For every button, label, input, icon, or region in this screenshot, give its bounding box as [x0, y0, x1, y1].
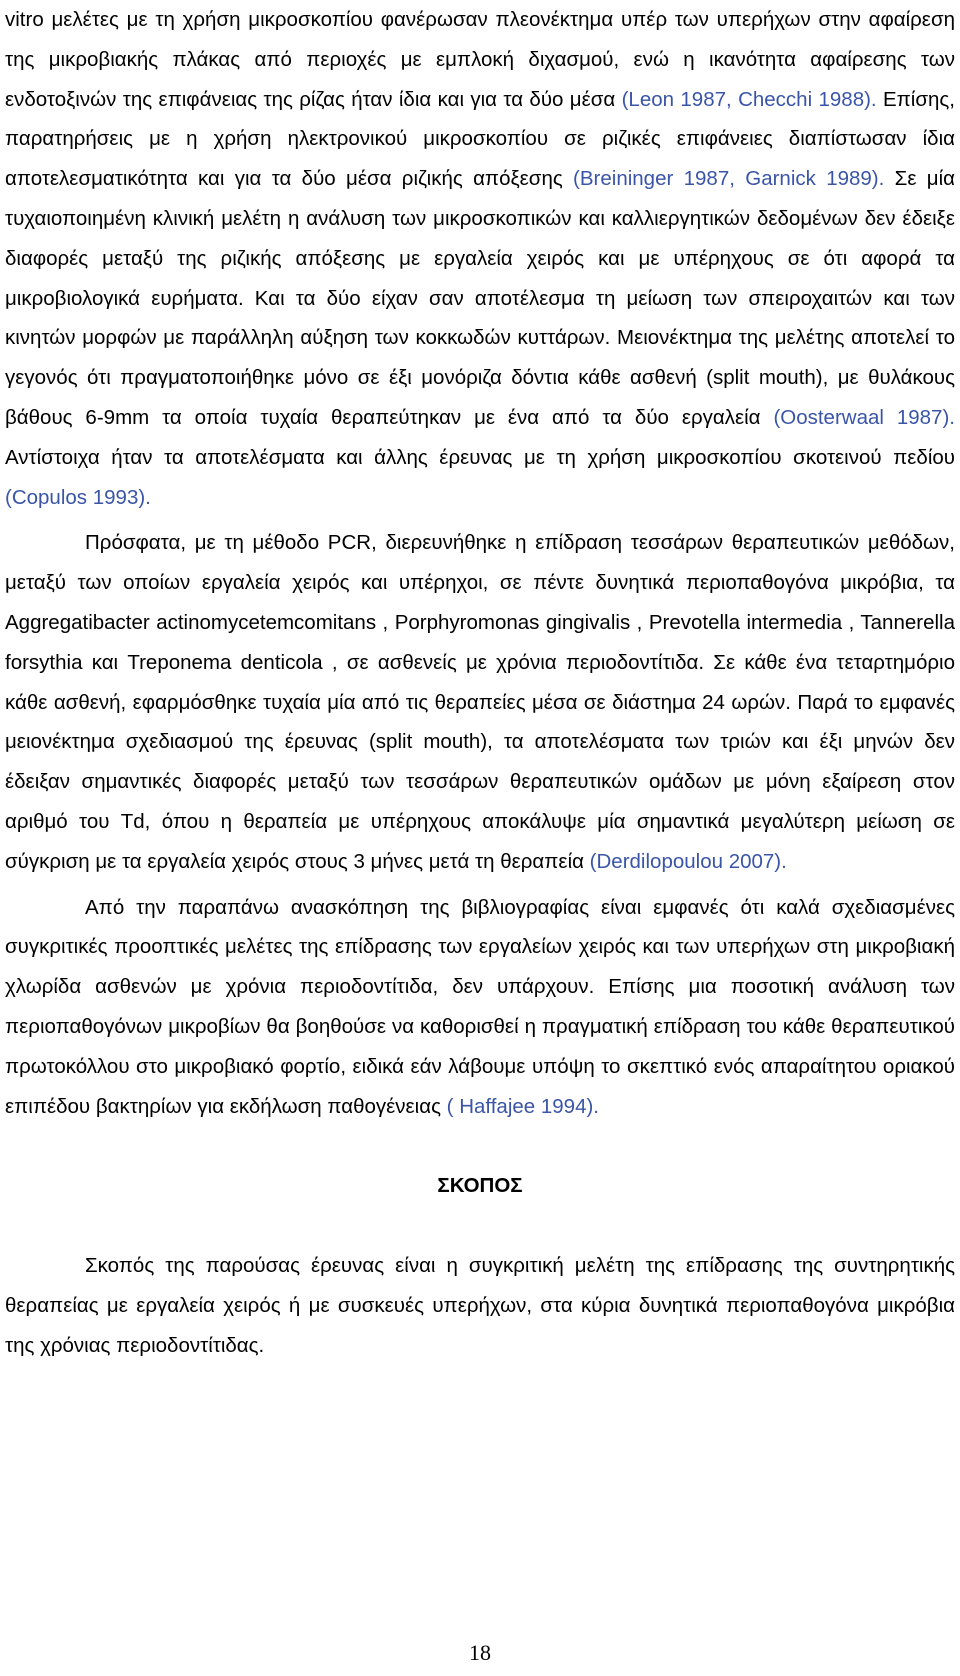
- paragraph-review-conclusion: [5, 888, 955, 1127]
- paragraph-literature-microscopy: [5, 0, 955, 517]
- citation-leon-checchi: (Leon 1987, Checchi 1988).: [621, 87, 877, 111]
- citation-copulos: (Copulos 1993).: [5, 485, 151, 509]
- paragraph-pcr-study: [5, 523, 955, 881]
- citation-oosterwaal: (Oosterwaal 1987).: [773, 405, 955, 429]
- page-number: 18: [469, 1640, 491, 1665]
- paragraph-text: Από την παραπάνω ανασκόπηση της βιβλιογραφίας είναι εμφανές ότι καλά σχεδιασμένες συγκριτικές προοπτικές μελέτες της επίδρασης των εργαλείων χειρός και των υπερήχων στη μικροβιακή χλωρίδα ασθενών με χρόνια περιοδοντίτιδα, δεν υπάρχουν. Επίσης μια ποσοτική ανάλυση των περιοπαθογόνων μικροβίων θα βοηθούσε να καθορισθεί η πραγματική επίδραση του κάθε θεραπευτικού πρωτοκόλλου στο μικροβιακό φορτίο, ειδικά εάν λάβουμε υπόψη το σκεπτικό ενός απαραίτητου οριακού επιπέδου βακτηρίων για εκδήλωση παθογένειας: [5, 895, 955, 1118]
- paragraph-text: Επίσης, παρατηρήσεις με η χρήση ηλεκτρονικού μικροσκοπίου σε ριζικές επιφάνειες διαπίστωσαν ίδια αποτελεσματικότητα και για τα δύο μέσα ριζικής απόξεσης: [5, 87, 955, 191]
- paragraph-text: Αντίστοιχα ήταν τα αποτελέσματα και άλλης έρευνας με τη χρήση μικροσκοπίου σκοτεινού πεδίου: [5, 445, 955, 469]
- paragraph-aim: [5, 1246, 955, 1365]
- document-page: [5, 0, 955, 1366]
- section-heading-aim: ΣΚΟΠΟΣ: [437, 1174, 523, 1198]
- citation-derdilopoulou: (Derdilopoulou 2007).: [589, 849, 787, 873]
- paragraph-text: vitro μελέτες με τη χρήση μικροσκοπίου φανέρωσαν πλεονέκτημα υπέρ των υπερήχων στην αφαίρεση της μικροβιακής πλάκας από περιοχές με εμπλοκή διχασμού, ενώ η ικανότητα αφαίρεσης των ενδοτοξινών της επιφάνειας της ρίζας ήταν ίδια και για τα δύο μέσα: [5, 8, 955, 111]
- citation-haffajee: ( Haffajee 1994).: [446, 1094, 600, 1118]
- paragraph-text: Σκοπός της παρούσας έρευνας είναι η συγκριτική μελέτη της επίδρασης της συντηρητικής θεραπείας με εργαλεία χειρός ή με συσκευές υπερήχων, στα κύρια δυνητικά περιοπαθογόνα μικρόβια της χρόνιας περιοδοντίτιδας.: [5, 1254, 955, 1357]
- paragraph-text: Πρόσφατα, με τη μέθοδο PCR, διερευνήθηκε η επίδραση τεσσάρων θεραπευτικών μεθόδων, μεταξύ των οποίων εργαλεία χειρός και υπέρηχοι, σε πέντε δυνητικά περιοπαθογόνα μικρόβια, τα Aggregatibacter actinomycetemcomitans , Porphyromonas gingivalis , Prevotella intermedia , Tannerella forsythia και Treponema denticola , σε ασθενείς με χρόνια περιοδοντίτιδα. Σε κάθε ένα τεταρτημόριο κάθε ασθενή, εφαρμόσθηκε τυχαία μία από τις θεραπείες μέσα σε διάστημα 24 ωρών. Παρά το εμφανές μειονέκτημα σχεδιασμού της έρευνας (split mouth), τα αποτελέσματα των τριών και έξι μηνών δεν έδειξαν σημαντικές διαφορές μεταξύ των τεσσάρων θεραπευτικών ομάδων με μόνη εξαίρεση στον αριθμό του Td, όπου η θεραπεία με υπέρηχους αποκάλυψε μία σημαντικά μεγαλύτερη μείωση σε σύγκριση με τα εργαλεία χειρός στους 3 μήνες μετά τη θεραπεία: [5, 531, 955, 873]
- citation-breininger-garnick: (Breininger 1987, Garnick 1989).: [573, 167, 885, 191]
- paragraph-text: Σε μία τυχαιοποιημένη κλινική μελέτη η ανάλυση των μικροσκοπικών και καλλιεργητικών δεδομένων δεν έδειξε διαφορές μεταξύ της ριζικής απόξεσης με εργαλεία χειρός και με υπέρηχους σε ότι αφορά τα μικροβιολογικά ευρήματα. Και τα δύο είχαν σαν αποτέλεσμα τη μείωση των σπειροχαιτών και των κινητών μορφών με παράλληλη αύξηση των κοκκωδών κυττάρων. Μειονέκτημα της μελέτης αποτελεί το γεγονός ότι πραγματοποιήθηκε μόνο σε έξι μονόριζα δόντια κάθε ασθενή (split mouth), με θυλάκους βάθους 6-9mm τα οποία τυχαία θεραπεύτηκαν με ένα από τα δύο εργαλεία: [5, 167, 955, 429]
